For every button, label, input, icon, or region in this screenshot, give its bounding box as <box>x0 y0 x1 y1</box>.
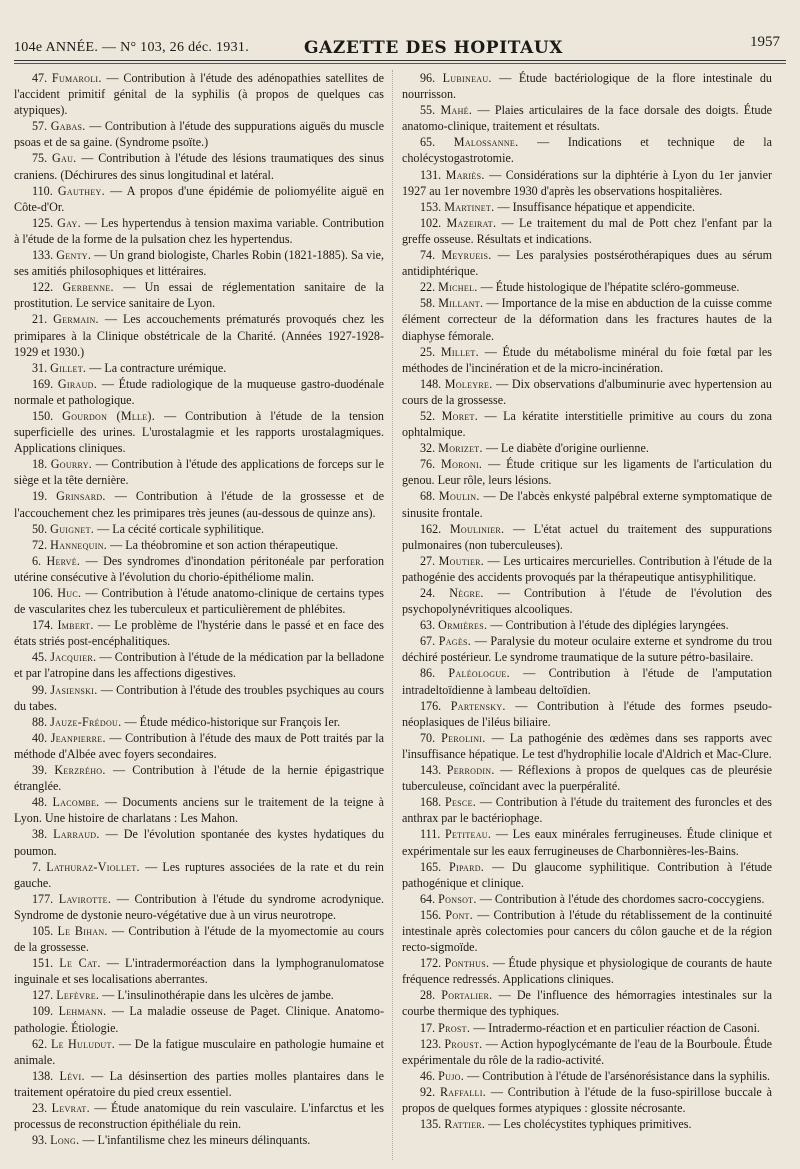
entry-number: 110. <box>32 183 53 198</box>
entry-number: 23. <box>32 1101 48 1115</box>
entry-author: Moroni. <box>441 457 483 472</box>
entry-author: Mariès. <box>445 167 485 182</box>
entry-author: Lathuraz-Viollet. <box>46 859 140 874</box>
thesis-entry <box>14 247 384 279</box>
entry-title: — La théobromine et son action thérapeutique. <box>110 537 339 552</box>
entry-number: 48. <box>32 795 48 810</box>
left-column <box>14 70 384 1160</box>
entry-number: 70. <box>420 730 436 745</box>
entry-author: Mahé. <box>440 103 473 118</box>
thesis-entry <box>14 360 384 376</box>
entry-title: — Intradermo-réaction et en particulier réaction de Casoni. <box>473 1020 760 1035</box>
entry-title: — Contribution à l'étude des diplégies laryngées. <box>490 618 729 633</box>
thesis-entry <box>14 762 384 794</box>
thesis-entry <box>402 955 772 987</box>
thesis-entry <box>402 1036 772 1068</box>
entry-number: 64. <box>420 891 436 906</box>
entry-number: 62. <box>32 1036 48 1051</box>
entry-title: — Des syndromes d'inondation péritonéale par perforation utérine consécutive à l'évolution du chorio-épithéliome malin. <box>14 553 384 584</box>
entry-number: 174. <box>32 618 54 633</box>
entry-title: — Contribution à l'étude de la hernie épigastrique étranglée. <box>14 763 384 794</box>
entry-author: Malossanne. <box>453 135 519 150</box>
entry-number: 143. <box>420 763 442 778</box>
entry-title: — Indications et technique de la cholécystogastrotomie. <box>402 135 772 166</box>
entry-author: Michel. <box>438 280 478 295</box>
entry-number: 106. <box>32 586 54 600</box>
entry-title: — La cécité corticale syphilitique. <box>97 521 265 536</box>
entry-number: 153. <box>420 199 442 214</box>
thesis-entry <box>14 118 384 150</box>
entry-title: — De la fatigue musculaire en pathologie humaine et animale. <box>14 1036 384 1067</box>
thesis-entry <box>14 537 384 553</box>
entry-author: Le Cat. <box>59 956 101 971</box>
thesis-entry <box>14 456 384 488</box>
entry-title: — Contribution à l'étude de l'amputation intradeltoïdienne à lambeau deltoïdien. <box>402 666 772 697</box>
entry-author: Germain. <box>53 312 99 327</box>
entry-number: 28. <box>420 988 436 1003</box>
thesis-entry <box>402 440 772 456</box>
entry-title: — Étude bactériologique de la flore intestinale du nourrisson. <box>402 71 772 102</box>
entry-number: 92. <box>420 1084 436 1099</box>
entry-number: 169. <box>32 376 54 391</box>
entry-author: Proust. <box>444 1036 483 1051</box>
issue-info: 104e ANNÉE. — N° 103, 26 déc. 1931. <box>14 40 250 55</box>
entry-title: — Étude médico-historique sur François Ier. <box>124 714 341 729</box>
entry-title: — Un essai de réglementation sanitaire de la prostitution. Le service sanitaire de Lyon. <box>14 280 384 311</box>
entry-number: 25. <box>420 344 436 359</box>
entry-title: — De l'influence des hémorragies intestinales sur la courbe thermique des typhiques. <box>402 988 772 1019</box>
entry-author: Ponsot. <box>438 891 477 906</box>
entry-title: — A propos d'une épidémie de poliomyélite aiguë en Côte-d'Or. <box>14 183 384 214</box>
entry-author: Lavirotte. <box>58 891 112 906</box>
thesis-entry <box>14 1068 384 1100</box>
entry-number: 148. <box>420 376 442 391</box>
entry-author: Millet. <box>440 344 479 359</box>
thesis-entry <box>14 488 384 520</box>
thesis-entry <box>402 247 772 279</box>
entry-number: 122. <box>32 280 54 295</box>
entry-author: Le Huludut. <box>50 1036 116 1051</box>
entry-author: Hervé. <box>46 553 81 568</box>
entry-title: — Contribution à l'étude de la myomectomie au cours de la grossesse. <box>14 923 384 955</box>
entry-author: Le Bihan. <box>57 923 108 938</box>
thesis-entry <box>402 488 772 520</box>
entry-author: Imbert. <box>57 618 94 633</box>
thesis-entry <box>14 714 384 730</box>
thesis-entry <box>14 553 384 585</box>
entry-author: Fumaroli. <box>51 71 102 85</box>
entry-title: — Dix observations d'albuminurie avec hypertension au cours de la grossesse. <box>402 376 772 407</box>
entry-author: Raffalli. <box>439 1084 487 1099</box>
thesis-entry <box>14 826 384 858</box>
entry-title: — Documents anciens sur le traitement de la teigne à Lyon. Une histoire de charlatans : Les Mahon. <box>14 795 384 826</box>
entry-title: — Les accouchements prématurés provoqués chez les primipares à la Clinique obstétricale de la Charité. (Années 1927-1928-1929 et 1930.) <box>14 312 384 359</box>
entry-number: 31. <box>32 360 48 375</box>
page-header <box>14 14 784 58</box>
thesis-entry <box>402 633 772 665</box>
entry-number: 55. <box>420 103 436 118</box>
thesis-entry <box>14 70 384 118</box>
thesis-entry <box>402 408 772 440</box>
entry-title: — L'infantilisme chez les mineurs délinquants. <box>82 1133 311 1148</box>
right-column <box>402 70 772 1160</box>
entry-author: Meyrueis. <box>441 248 492 263</box>
thesis-entry <box>14 730 384 762</box>
entry-number: 109. <box>32 1004 54 1019</box>
entry-author: Pont. <box>445 907 474 922</box>
entry-number: 96. <box>420 71 436 85</box>
entry-number: 68. <box>420 489 436 504</box>
entry-number: 22. <box>420 280 436 295</box>
column-divider <box>392 70 393 1160</box>
entry-author: Moulin. <box>438 489 480 504</box>
entry-title: — Contribution à l'étude des applications de forceps sur le siège et la tête dernière. <box>14 457 384 488</box>
entry-author: Levrat. <box>51 1101 90 1115</box>
entry-number: 151. <box>32 956 54 971</box>
thesis-entry <box>402 521 772 553</box>
entry-author: Lubineau. <box>442 71 492 85</box>
entry-title: — La pathogénie des œdèmes dans ses rapports avec l'insuffisance hépatique. Le test d'hydrophilie locale d'Aldrich et Mac-Clure. <box>402 730 772 761</box>
entry-author: Perrodin. <box>446 763 495 778</box>
entry-author: Long. <box>50 1133 80 1148</box>
entry-number: 46. <box>420 1068 436 1083</box>
thesis-entry <box>402 617 772 633</box>
entry-title: — Étude du métabolisme minéral du foie fœtal par les méthodes de l'incinération et de la micro-incinération. <box>402 344 772 375</box>
entry-number: 133. <box>32 248 54 263</box>
entry-title: — Contribution à l'étude du rétablissement de la continuité intestinale après colectomies pour cancers du côlon gauche et de la région recto-sigmoïde. <box>402 907 772 955</box>
entry-title: — Contribution à l'étude anatomo-clinique de certains types de vascularites chez les tuberculeux et particulièrement de phlébites. <box>14 586 384 617</box>
entry-number: 67. <box>420 634 436 649</box>
entry-title: — Étude histologique de l'hépatite scléro-gommeuse. <box>480 280 740 295</box>
header-rule-thin <box>14 63 786 64</box>
entry-number: 150. <box>32 408 54 423</box>
thesis-entry <box>402 167 772 199</box>
thesis-entry <box>14 859 384 891</box>
entry-author: Hannequin. <box>50 537 108 552</box>
entry-author: Lévi. <box>59 1068 85 1083</box>
entry-number: 123. <box>420 1036 442 1051</box>
entry-title: — Contribution à l'étude de la tension superficielle des urines. L'urostalagmie et les rapports urostalagmiques. Applications cliniques. <box>14 408 384 456</box>
entry-author: Jasienski. <box>50 682 98 697</box>
entry-title: — Contribution à l'étude du traitement des furoncles et des anthrax par le bactériophage. <box>402 795 772 826</box>
thesis-entry <box>402 585 772 617</box>
entry-title: — De l'évolution spontanée des kystes hydatiques du poumon. <box>14 827 384 858</box>
entry-author: Prost. <box>438 1020 471 1035</box>
thesis-entry <box>402 665 772 697</box>
thesis-entry <box>402 279 772 295</box>
entry-number: 93. <box>32 1133 48 1148</box>
entry-author: Moleyre. <box>444 376 493 391</box>
entry-author: Pagès. <box>438 634 472 649</box>
entry-author: Kerzrého. <box>54 763 106 778</box>
entry-number: 27. <box>420 553 436 568</box>
thesis-entry <box>14 1100 384 1132</box>
thesis-entry <box>402 199 772 215</box>
entry-author: Moutier. <box>438 553 485 568</box>
thesis-entry <box>14 408 384 456</box>
entry-number: 57. <box>32 119 48 134</box>
entry-author: Pipard. <box>449 859 485 874</box>
thesis-entry <box>14 682 384 714</box>
entry-number: 65. <box>420 135 436 150</box>
entry-title: — La désinsertion des parties molles plantaires dans le traitement opératoire du pied creux essentiel. <box>14 1068 384 1099</box>
entry-title: — De l'abcès enkysté palpébral externe symptomatique de sinusite frontale. <box>402 489 772 520</box>
entry-number: 74. <box>420 248 436 263</box>
entry-title: — L'intradermoréaction dans la lymphogranulomatose inguinale et ses localisations aberrantes. <box>14 956 384 987</box>
header-rule <box>14 60 786 61</box>
entry-author: Ponthus. <box>444 956 490 971</box>
entry-author: Morizet. <box>438 441 483 456</box>
entry-title: — Importance de la mise en abduction de la cuisse comme élément correcteur de la déformation dans les fractures hautes de la diaphyse fémorale. <box>402 296 772 343</box>
entry-author: Perolini. <box>441 730 486 745</box>
entry-title: — Plaies articulaires de la face dorsale des doigts. Étude anatomo-clinique, traitement et résultats. <box>402 103 772 134</box>
entry-title: — Les hypertendus à tension maxima variable. Contribution à l'étude de la forme de la pulsation chez les hypertendus. <box>14 215 384 246</box>
entry-number: 127. <box>32 988 54 1003</box>
entry-number: 131. <box>420 167 442 182</box>
thesis-entry <box>14 376 384 408</box>
entry-number: 6. <box>32 553 42 568</box>
entry-author: Mazeirat. <box>446 215 497 230</box>
thesis-entry <box>14 1132 384 1148</box>
entry-author: Gourry. <box>50 457 93 472</box>
entry-number: 76. <box>420 457 436 472</box>
entry-author: Rattier. <box>444 1117 486 1132</box>
thesis-entry <box>402 215 772 247</box>
entry-number: 24. <box>420 586 436 600</box>
entry-author: Lefèvre. <box>56 988 100 1003</box>
thesis-entry <box>14 1003 384 1035</box>
entry-number: 75. <box>32 151 48 166</box>
entry-author: Gerbenne. <box>62 280 114 295</box>
entry-number: 47. <box>32 71 48 85</box>
publication-title: GAZETTE DES HOPITAUX <box>304 38 564 58</box>
entry-author: Jeanpierre. <box>50 730 106 745</box>
entry-title: — Étude anatomique du rein vasculaire. L'infarctus et les processus de reconstruction épithéliale du rein. <box>14 1101 384 1132</box>
thesis-entry <box>14 649 384 681</box>
thesis-entry <box>402 1116 772 1132</box>
entry-author: Portalier. <box>441 988 493 1003</box>
entry-number: 7. <box>32 859 42 874</box>
thesis-entry <box>402 70 772 102</box>
entry-number: 102. <box>420 215 442 230</box>
entry-title: — La maladie osseuse de Paget. Clinique. Anatomo-pathologie. Étiologie. <box>14 1004 384 1035</box>
entry-author: Paléologue. <box>448 666 510 681</box>
entry-author: Millant. <box>438 296 484 311</box>
entry-title: — Du glaucome syphilitique. Contribution à l'étude pathogénique et clinique. <box>402 859 772 890</box>
thesis-entry <box>14 521 384 537</box>
entry-number: 40. <box>32 730 48 745</box>
entry-title: — Contribution à l'étude des lésions traumatiques des sinus craniens. (Déchirures des sinus longitudinal et latéral. <box>14 151 384 182</box>
thesis-entry <box>14 987 384 1003</box>
entry-number: 99. <box>32 682 48 697</box>
entry-number: 63. <box>420 618 436 633</box>
entry-author: Gabas. <box>50 119 86 134</box>
entry-number: 39. <box>32 763 48 778</box>
entry-title: — Contribution à l'étude de l'évolution des psychopolynévritiques alcooliques. <box>402 586 772 617</box>
entry-title: — Considérations sur la diphtérie à Lyon du 1er janvier 1927 au 1er novembre 1930 d'après les observations hospitalières. <box>402 167 772 198</box>
entry-author: Giraud. <box>57 376 98 391</box>
entry-title: — La kératite interstitielle primitive au cours du zona ophtalmique. <box>402 408 772 440</box>
entry-title: — Les ruptures associées de la rate et du rein gauche. <box>14 859 384 890</box>
entry-author: Nègre. <box>449 586 484 600</box>
entry-number: 165. <box>420 859 442 874</box>
thesis-entry <box>402 102 772 134</box>
page-number: 1957 <box>750 34 780 50</box>
entry-title: — Le traitement du mal de Pott chez l'enfant par la greffe osseuse. Résultats et indications. <box>402 215 772 246</box>
entry-author: Guignet. <box>50 521 95 536</box>
thesis-entry <box>14 794 384 826</box>
thesis-entry <box>402 907 772 955</box>
entry-title: — Le problème de l'hystérie dans le passé et en face des états striés post-encéphalitiques. <box>14 618 384 649</box>
entry-author: Lehmann. <box>58 1004 107 1019</box>
thesis-entry <box>14 215 384 247</box>
entry-number: 45. <box>32 650 48 665</box>
entry-author: Gauthey. <box>57 183 105 198</box>
entry-author: Huc. <box>57 586 82 600</box>
thesis-entry <box>14 617 384 649</box>
entry-number: 38. <box>32 827 48 842</box>
entry-title: — Contribution à l'étude des adénopathies satellites de l'accident primitif génital de la syphilis (à propos de quelques cas atypiques). <box>14 71 384 118</box>
thesis-entry <box>14 150 384 182</box>
thesis-entry <box>402 295 772 343</box>
thesis-entry <box>402 344 772 376</box>
entry-author: Martinet. <box>444 199 495 214</box>
entry-number: 138. <box>32 1068 54 1083</box>
thesis-entry <box>402 376 772 408</box>
thesis-entry <box>402 859 772 891</box>
entry-author: Moret. <box>441 408 479 423</box>
entry-author: Lacombe. <box>52 795 100 810</box>
entry-number: 88. <box>32 714 48 729</box>
entry-number: 18. <box>32 457 48 472</box>
entry-number: 50. <box>32 521 48 536</box>
entry-author: Gourdon (Mlle). <box>62 408 156 423</box>
entry-number: 168. <box>420 795 442 810</box>
entry-number: 111. <box>420 827 441 842</box>
entry-author: Genty. <box>56 248 92 263</box>
thesis-entry <box>402 987 772 1019</box>
thesis-entry <box>14 955 384 987</box>
thesis-entry <box>402 134 772 166</box>
thesis-entry <box>402 762 772 794</box>
thesis-entry <box>14 585 384 617</box>
entry-title: — Le diabète d'origine ourlienne. <box>485 441 649 456</box>
entry-number: 21. <box>32 312 48 327</box>
thesis-entry <box>402 698 772 730</box>
entry-author: Pesce. <box>444 795 477 810</box>
thesis-entry <box>402 1084 772 1116</box>
thesis-entry <box>402 794 772 826</box>
entry-number: 156. <box>420 907 442 922</box>
entry-title: — Un grand biologiste, Charles Robin (1821-1885). Sa vie, ses amitiés philosophiques et littéraires. <box>14 248 384 279</box>
thesis-entry <box>402 456 772 488</box>
entry-title: — Contribution à l'étude de la fuso-spirillose buccale à propos de quelques formes atypiques : glossite nécrosante. <box>402 1084 772 1115</box>
entry-title: — Action hypoglycémante de l'eau de la Bourboule. Étude expérimentale du rôle de la radio-activité. <box>402 1036 772 1067</box>
entry-number: 105. <box>32 923 54 938</box>
entry-title: — Contribution à l'étude des formes pseudo-néoplasiques de l'iléus biliaire. <box>402 698 772 729</box>
entry-number: 172. <box>420 956 442 971</box>
entry-title: — Insuffisance hépatique et appendicite. <box>497 199 696 214</box>
entry-title: — La contracture urémique. <box>89 360 227 375</box>
thesis-entry <box>14 923 384 955</box>
entry-title: — Contribution à l'étude de l'arsénorésistance dans la syphilis. <box>467 1068 771 1083</box>
entry-author: Partensky. <box>450 698 506 713</box>
entry-author: Gillet. <box>50 360 87 375</box>
entry-author: Moulinier. <box>449 521 505 536</box>
entry-author: Ormières. <box>438 618 488 633</box>
thesis-entry <box>14 1036 384 1068</box>
thesis-entry <box>402 1020 772 1036</box>
entry-title: — Étude radiologique de la muqueuse gastro-duodénale normale et pathologique. <box>14 376 384 407</box>
thesis-entry <box>402 1068 772 1084</box>
entry-title: — Contribution à l'étude du syndrome acrodynique. Syndrome de dystonie neuro-végétative due à un virus neurotrope. <box>14 891 384 922</box>
entry-title: — Contribution à l'étude de la grossesse et de l'accouchement chez les primipares très jeunes (au-dessous de quinze ans). <box>14 489 384 520</box>
entry-title: — Contribution à l'étude des maux de Pott traités par la méthode d'Albée avec foyers secondaires. <box>14 730 384 761</box>
entry-author: Grinsard. <box>56 489 106 504</box>
entry-title: — Les paralysies postsérothérapiques dues au sérum antidiphtérique. <box>402 248 772 279</box>
entry-title: — Étude physique et physiologique de courants de haute fréquence redressés. Applications cliniques. <box>402 956 772 987</box>
entry-number: 135. <box>420 1117 442 1132</box>
entry-number: 52. <box>420 408 436 423</box>
entry-number: 58. <box>420 296 436 311</box>
thesis-entry <box>14 279 384 311</box>
thesis-entry <box>402 553 772 585</box>
entry-author: Gay. <box>57 215 81 230</box>
entry-title: — Les urticaires mercurielles. Contribution à l'étude de la pathogénie des accidents provoqués par la thérapeutique antisyphilitique. <box>402 553 772 584</box>
entry-title: — L'insulinothérapie dans les ulcères de jambe. <box>102 988 334 1003</box>
entry-number: 72. <box>32 537 48 552</box>
entry-author: Petiteau. <box>444 827 492 842</box>
entry-title: — Contribution à l'étude de la médication par la belladone et par l'atropine dans les affections digestives. <box>14 650 384 681</box>
entry-number: 125. <box>32 215 54 230</box>
entry-title: — Paralysie du moteur oculaire externe et syndrome du trou déchiré postérieur. Le syndrome traumatique de la suture pétro-basilaire. <box>402 634 772 665</box>
entry-title: — L'état actuel du traitement des suppurations pulmonaires (non tuberculeuses). <box>402 521 772 552</box>
entry-number: 32. <box>420 441 436 456</box>
thesis-entry <box>402 826 772 858</box>
entry-author: Gau. <box>51 151 77 166</box>
entry-number: 19. <box>32 489 48 504</box>
entry-author: Larraud. <box>53 827 100 842</box>
thesis-entry <box>14 183 384 215</box>
entry-number: 176. <box>420 698 442 713</box>
entry-author: Jauze-Frédou. <box>50 714 122 729</box>
entry-number: 162. <box>420 521 442 536</box>
entry-title: — Contribution à l'étude des suppurations aiguës du muscle psoas et de sa gaine. (Syndrome psoïte.) <box>14 119 384 150</box>
entry-number: 177. <box>32 891 54 906</box>
entry-title: — Réflexions à propos de quelques cas de pleurésie tuberculeuse, coïncidant avec la puerpéralité. <box>402 763 772 794</box>
thesis-entry <box>402 730 772 762</box>
entry-title: — Contribution à l'étude des chordomes sacro-coccygiens. <box>479 891 765 906</box>
entry-title: — Étude critique sur les ligaments de l'articulation du genou. Leur rôle, leurs lésions. <box>402 457 772 488</box>
entry-title: — Les eaux minérales ferrugineuses. Étude clinique et expérimentale sur les eaux ferrugineuses de Charbonnières-les-Bains. <box>402 827 772 858</box>
thesis-entry <box>14 311 384 359</box>
entry-number: 17. <box>420 1020 436 1035</box>
thesis-entry <box>14 891 384 923</box>
entry-title: — Contribution à l'étude des troubles psychiques au cours du tabes. <box>14 682 384 713</box>
entry-title: — Les cholécystites typhiques primitives. <box>488 1117 692 1132</box>
thesis-entry <box>402 891 772 907</box>
entry-author: Jacquier. <box>50 650 97 665</box>
entry-number: 86. <box>420 666 436 681</box>
entry-author: Pujo. <box>438 1068 465 1083</box>
